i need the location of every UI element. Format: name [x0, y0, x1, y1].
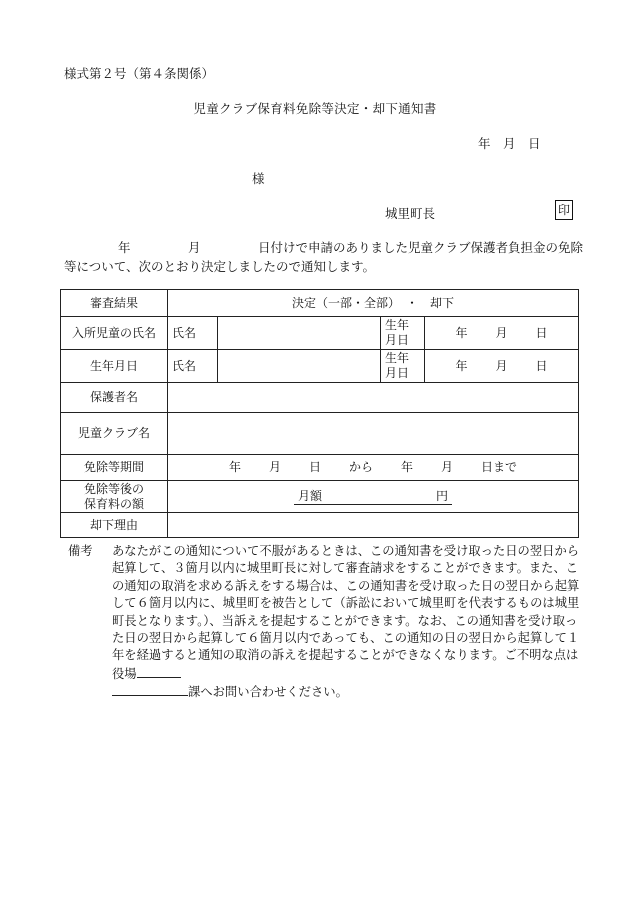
- intro-text: 日付けで申請のありました児童クラブ保護者負担金の免除等について、次のとおり決定しましたので通知します。: [64, 240, 584, 274]
- label-club: 児童クラブ名: [61, 413, 168, 455]
- label-dob-1: [381, 317, 425, 350]
- label-reason: 却下理由: [61, 513, 168, 538]
- label-review-result: 審査結果: [61, 290, 168, 317]
- field-dob-2[interactable]: [425, 350, 579, 383]
- office-blank-1[interactable]: [137, 665, 181, 678]
- addressee-suffix: 様: [252, 171, 265, 186]
- dob-1-month: 月: [495, 325, 508, 340]
- field-club[interactable]: [168, 413, 579, 455]
- period-month: 月: [268, 460, 281, 474]
- row-period: [61, 455, 579, 481]
- field-period[interactable]: [168, 455, 579, 481]
- label-fee: [61, 481, 168, 513]
- fee-amount-line: [294, 489, 452, 505]
- value-review-result: 決定（一部・全部） ・ 却下: [168, 290, 579, 317]
- label-dob-row: 生年月日: [61, 350, 168, 383]
- field-guardian[interactable]: [168, 383, 579, 413]
- label-dob-1-line2: 月日: [385, 333, 410, 347]
- label-name-1: 氏名: [168, 317, 218, 350]
- row-guardian: [61, 383, 579, 413]
- issuer-name: 城里町長: [385, 206, 436, 221]
- field-fee[interactable]: [168, 481, 579, 513]
- period-year: 年: [228, 460, 241, 474]
- label-dob-1-line1: 生年: [385, 318, 410, 332]
- label-fee-line1: 免除等後の: [83, 481, 144, 496]
- label-guardian: 保護者名: [61, 383, 168, 413]
- label-period: 免除等期間: [61, 455, 168, 481]
- field-reason[interactable]: [168, 513, 579, 538]
- period-month2: 月: [441, 460, 454, 474]
- decision-table: [60, 289, 579, 538]
- issue-date-line: 年 月 日: [478, 136, 541, 151]
- remarks-body: [112, 543, 588, 702]
- intro-year: 年: [118, 240, 131, 255]
- fee-monthly-label: 月額: [298, 488, 323, 503]
- intro-paragraph: [64, 238, 594, 276]
- row-dob: [61, 350, 579, 383]
- label-name-2: 氏名: [168, 350, 218, 383]
- row-review-result: [61, 290, 579, 317]
- remarks-section: [68, 543, 588, 702]
- remarks-head: 備考: [68, 544, 93, 558]
- dob-2-year: 年: [455, 358, 468, 373]
- label-child-name: 入所児童の氏名: [61, 317, 168, 350]
- document-title: 児童クラブ保育料免除等決定・却下通知書: [193, 101, 437, 116]
- label-dob-2-line2: 月日: [385, 366, 410, 380]
- remarks-text-1: あなたがこの通知について不服があるときは、この通知書を受け取った日の翌日から起算して、３箇月以内に城里町長に対して審査請求をすることができます。また、この通知の取消を求める訴えをする場合は、この通知書を受け取った日の翌日から起算して６箇月以内に、城里町を被告として（訴訟において城里町を代表するものは城里町長となります。）、当訴えを提起することができます。なお、この通知書を受け取った日の翌日から起算して６箇月以内であっても、この通知の日の翌日から起算して１年を経過すると通知の取消の訴えを提起することができなくなります。ご不明な点は役場: [112, 544, 580, 681]
- row-child-name: [61, 317, 579, 350]
- row-club: [61, 413, 579, 455]
- dob-1-day: 日: [535, 325, 548, 340]
- remarks-text-2: 課へお問い合わせください。: [188, 685, 348, 700]
- row-reason: [61, 513, 579, 538]
- seal-mark: 印: [555, 200, 573, 220]
- period-year2: 年: [401, 460, 414, 474]
- label-fee-line2: 保育料の額: [83, 496, 144, 511]
- field-child-name-2[interactable]: [218, 350, 381, 383]
- intro-month: 月: [188, 240, 201, 255]
- label-dob-2-line1: 生年: [385, 351, 410, 365]
- field-child-name-1[interactable]: [218, 317, 381, 350]
- dob-2-month: 月: [495, 358, 508, 373]
- period-until: 日まで: [481, 460, 518, 474]
- field-dob-1[interactable]: [425, 317, 579, 350]
- form-number: 様式第２号（第４条関係）: [64, 66, 215, 81]
- row-fee: [61, 481, 579, 513]
- office-blank-2[interactable]: [112, 683, 188, 696]
- fee-yen-label: 円: [435, 488, 448, 503]
- period-day: 日: [308, 460, 321, 474]
- label-dob-2: [381, 350, 425, 383]
- dob-1-year: 年: [455, 325, 468, 340]
- dob-2-day: 日: [535, 358, 548, 373]
- period-from: から: [349, 460, 374, 474]
